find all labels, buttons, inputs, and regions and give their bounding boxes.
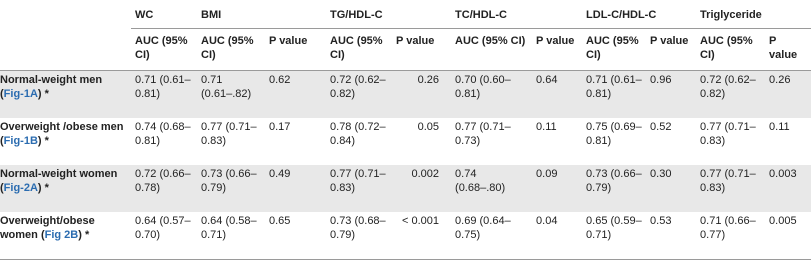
row-label: Overweight /obese men (Fig-1B) * <box>0 121 124 147</box>
tri-auc-cell: 0.72 (0.62–0.82) <box>696 71 765 119</box>
ldl-auc-cell: 0.65 (0.59–0.71) <box>582 212 646 260</box>
tri-p-cell: 0.26 <box>765 71 811 119</box>
tc-p-cell: 0.04 <box>532 212 582 260</box>
bmi-auc-cell: 0.73 (0.66–0.79) <box>197 165 265 212</box>
figure-link[interactable]: Fig-2A <box>3 182 38 194</box>
tc-p-cell: 0.09 <box>532 165 582 212</box>
corner-cell <box>0 0 131 29</box>
sub-header-ldl-p: P value <box>646 29 696 71</box>
sub-header-tg-p: P value <box>392 29 451 71</box>
table-row <box>0 118 811 165</box>
tg-auc-cell: 0.78 (0.72–0.84) <box>330 121 386 147</box>
sub-header-tg-auc: AUC (95% CI) <box>326 29 392 71</box>
group-header-wc: WC <box>131 0 197 29</box>
table-row <box>0 165 811 212</box>
sub-header-bmi-p: P value <box>265 29 326 71</box>
group-header-bmi: BMI <box>197 0 326 29</box>
sub-header-row <box>0 29 811 71</box>
figure-link[interactable]: Fig-1A <box>3 88 38 100</box>
bmi-auc-cell: 0.71 (0.61–.82) <box>197 71 265 119</box>
table-row <box>0 71 811 119</box>
wc-auc-cell: 0.64 (0.57–0.70) <box>131 212 197 260</box>
tri-auc-cell: 0.71 (0.66–0.77) <box>696 212 765 260</box>
corner-cell-sub <box>0 29 131 71</box>
wc-auc-cell: 0.71 (0.61–0.81) <box>131 71 197 119</box>
bmi-auc-cell: 0.77 (0.71–0.83) <box>201 121 257 147</box>
tg-auc-cell: 0.73 (0.68–0.79) <box>326 212 392 260</box>
bmi-auc-cell: 0.64 (0.58–0.71) <box>197 212 265 260</box>
sub-header-bmi-auc: AUC (95% CI) <box>197 29 265 71</box>
table-body <box>0 71 811 260</box>
tri-p-cell: 0.005 <box>765 212 811 260</box>
ldl-p-cell: 0.96 <box>646 71 696 119</box>
row-label: Normal-weight women (Fig-2A) * <box>0 165 131 212</box>
tg-p-cell: < 0.001 <box>392 212 451 260</box>
row-label: Overweight/obese women (Fig 2B) * <box>0 212 131 260</box>
group-header-ldl-hdl: LDL-C/HDL-C <box>582 0 696 29</box>
sub-header-ldl-auc: AUC (95% CI) <box>582 29 646 71</box>
tc-auc-cell: 0.77 (0.71–0.73) <box>455 121 511 147</box>
tri-auc-cell: 0.77 (0.71–0.83) <box>700 121 756 147</box>
sub-header-tc-auc: AUC (95% CI) <box>451 29 532 71</box>
table-row <box>0 212 811 260</box>
bmi-p-cell: 0.62 <box>265 71 326 119</box>
sub-header-tri-p: P value <box>765 29 811 71</box>
wc-auc-cell: 0.74 (0.68–0.81) <box>135 121 191 147</box>
tg-auc-cell: 0.77 (0.71–0.83) <box>326 165 392 212</box>
sub-header-wc-auc: AUC (95% CI) <box>131 29 197 71</box>
group-header-row <box>0 0 811 29</box>
group-header-tg-hdl: TG/HDL-C <box>326 0 451 29</box>
row-label: Normal-weight men (Fig-1A) * <box>0 71 131 119</box>
tri-p-cell: 0.11 <box>769 121 790 133</box>
tri-p-cell: 0.003 <box>765 165 811 212</box>
sub-header-tri-auc: AUC (95% CI) <box>696 29 765 71</box>
ldl-p-cell: 0.30 <box>646 165 696 212</box>
tg-p-cell: 0.05 <box>417 121 440 133</box>
tc-p-cell: 0.11 <box>536 121 557 133</box>
group-header-triglyceride: Triglyceride <box>696 0 811 29</box>
tc-auc-cell: 0.69 (0.64–0.75) <box>451 212 532 260</box>
bmi-p-cell: 0.65 <box>265 212 326 260</box>
tg-p-cell: 0.002 <box>392 165 451 212</box>
ldl-auc-cell: 0.73 (0.66–0.79) <box>582 165 646 212</box>
bmi-p-cell: 0.49 <box>265 165 326 212</box>
ldl-p-cell: 0.52 <box>650 121 672 133</box>
tg-auc-cell: 0.72 (0.62–0.82) <box>326 71 392 119</box>
ldl-auc-cell: 0.75 (0.69–0.81) <box>586 121 642 147</box>
group-header-tc-hdl: TC/HDL-C <box>451 0 582 29</box>
figure-link[interactable]: Fig-1B <box>3 135 38 147</box>
bmi-p-cell: 0.17 <box>269 121 291 133</box>
tri-auc-cell: 0.77 (0.71–0.83) <box>696 165 765 212</box>
wc-auc-cell: 0.72 (0.66–0.78) <box>131 165 197 212</box>
ldl-auc-cell: 0.71 (0.61–0.81) <box>582 71 646 119</box>
tc-auc-cell: 0.70 (0.60–0.81) <box>451 71 532 119</box>
sub-header-tc-p: P value <box>532 29 582 71</box>
ldl-p-cell: 0.53 <box>646 212 696 260</box>
tc-auc-cell: 0.74 (0.68–.80) <box>451 165 532 212</box>
tc-p-cell: 0.64 <box>532 71 582 119</box>
tg-p-cell: 0.26 <box>392 71 451 119</box>
figure-link[interactable]: Fig 2B <box>44 229 79 241</box>
